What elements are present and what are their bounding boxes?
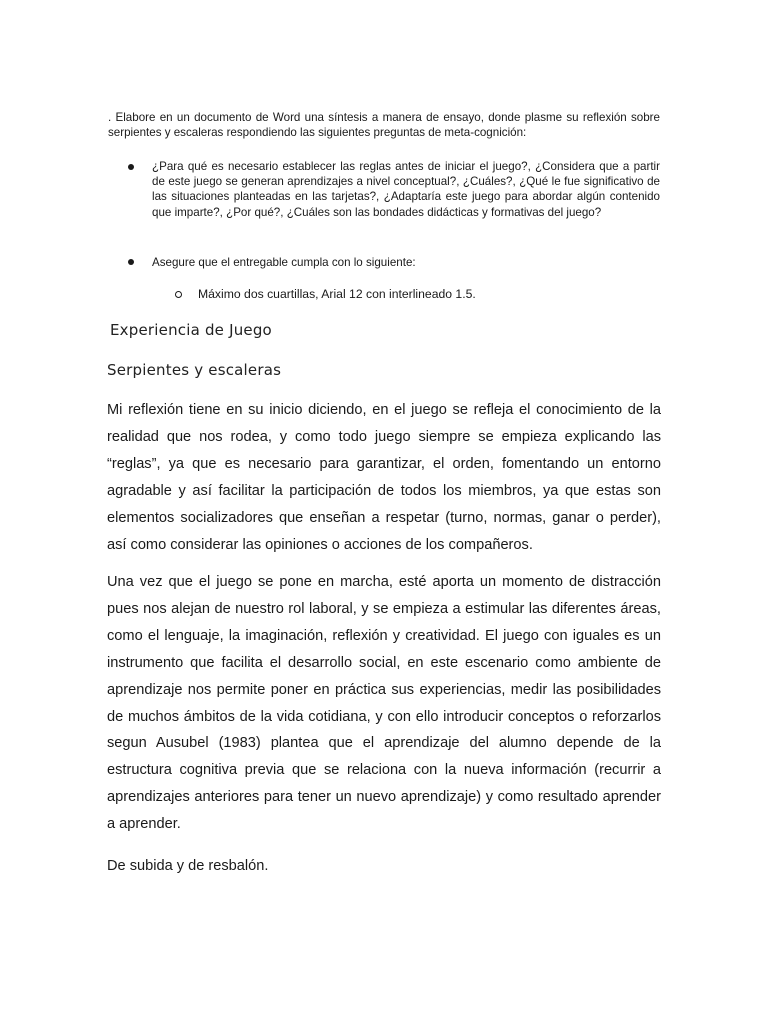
bullet-dot-icon bbox=[128, 164, 134, 170]
bullet-dot-icon bbox=[128, 259, 134, 265]
heading-game: Serpientes y escaleras bbox=[107, 361, 282, 379]
paragraph-game-running: Una vez que el juego se pone en marcha, esté aporta un momento de distracción pues nos alejan de nuestro rol laboral, y se empieza a estimular las diferentes áreas, como el lenguaje, la imaginación, reflexión y creatividad. El juego con iguales es un instrumento que facilita el desarrollo social, en este escenario como ambiente de aprendizaje nos permite poner en práctica sus experiencias, medir las posibilidades de muchos ámbitos de la vida cotidiana, y con ello introducir conceptos o reforzarlos segun Ausubel (1983) plantea que el aprendizaje del alumno depende de la estructura cognitiva previa que se relaciona con la nueva información (recurrir a aprendizajes anteriores para tener un nuevo aprendizaje) y como resultado aprender a aprender. bbox=[107, 574, 661, 833]
paragraph-reflection: Mi reflexión tiene en su inicio diciendo, en el juego se refleja el conocimiento de la realidad que nos rodea, y como todo juego siempre se empieza explicando las “reglas”, ya que es necesario para garantizar, el orden, fomentando un entorno agradable y así facilitar la participación de todos los miembros, ya que estas son elementos socializadores que enseñan a respetar (turno, normas, ganar o perder), así como considerar las opiniones o acciones de los compañeros. bbox=[107, 402, 661, 553]
bullet-questions: ¿Para qué es necesario establecer las reglas antes de iniciar el juego?, ¿Considera que a partir de este juego se generan aprendizajes a nivel conceptual?, ¿Cuáles?, ¿Qué le fue significativo de las situaciones planteadas en las tarjetas?, ¿Adaptaría este juego para abordar algún contenido que imparte?, ¿Por qué?, ¿Cuáles son las bondades didácticas y formativas del juego? bbox=[152, 160, 660, 219]
sub-bullet-format: Máximo dos cuartillas, Arial 12 con interlineado 1.5. bbox=[198, 287, 476, 301]
instructions-text: . Elabore en un documento de Word una síntesis a manera de ensayo, donde plasme su reflexión sobre serpientes y escaleras respondiendo las siguientes preguntas de meta-cognición: bbox=[108, 111, 660, 139]
heading-experience: Experiencia de Juego bbox=[110, 321, 272, 339]
bullet-requirements: Asegure que el entregable cumpla con lo siguiente: bbox=[152, 256, 416, 269]
sub-bullet-circle-icon bbox=[175, 291, 182, 298]
paragraph-subheading: De subida y de resbalón. bbox=[107, 858, 269, 874]
